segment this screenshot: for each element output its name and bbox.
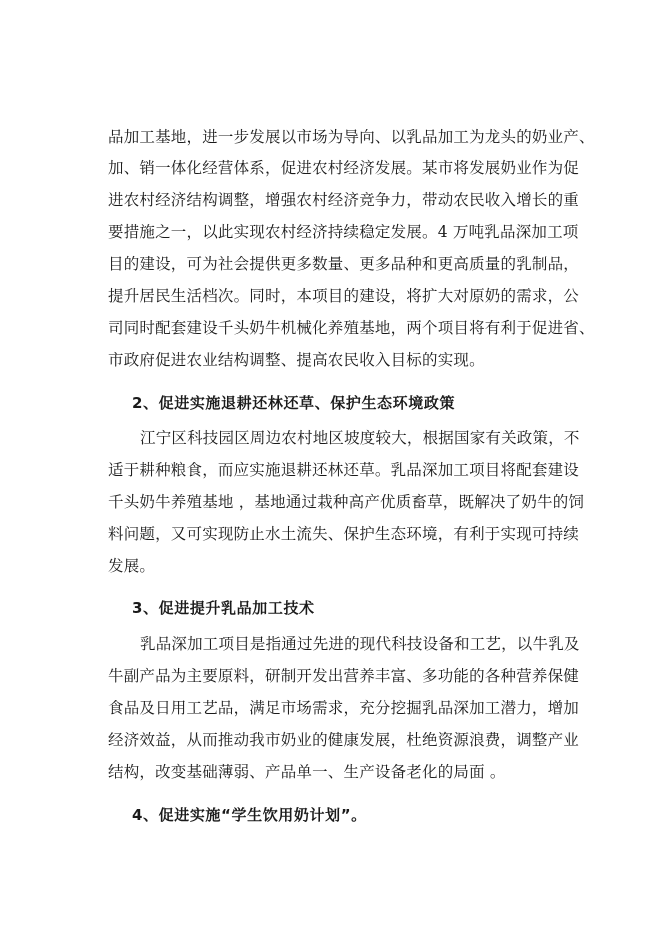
text-line: 乳品深加工项目是指通过先进的现代科技设备和工艺，以牛乳及	[140, 635, 580, 653]
text-line: 食品及日用工艺品，满足市场需求，充分挖掘乳品深加工潜力，增加	[108, 699, 580, 717]
text-line: 料问题，又可实现防止水土流失、保护生态环境，有利于实现可持续	[108, 525, 580, 543]
section-heading-2: 2、促进实施退耕还林还草、保护生态环境政策	[132, 394, 456, 412]
text-line: 牛副产品为主要原料，研制开发出营养丰富、多功能的各种营养保健	[108, 667, 580, 685]
text-line: 提升居民生活档次。同时，本项目的建设，将扩大对原奶的需求，公	[108, 287, 580, 305]
text-line: 千头奶牛养殖基地 ，基地通过栽种高产优质畜草，既解决了奶牛的饲	[108, 493, 585, 511]
text-line: 目的建设，可为社会提供更多数量、更多品种和更高质量的乳制品，	[108, 255, 580, 273]
section-heading-3: 3、促进提升乳品加工技术	[132, 599, 315, 617]
text-line: 经济效益，从而推动我市奶业的健康发展，杜绝资源浪费，调整产业	[108, 731, 580, 749]
text-line: 市政府促进农业结构调整、提高农民收入目标的实现。	[108, 351, 485, 369]
text-line: 品加工基地，进一步发展以市场为导向、以乳品加工为龙头的奶业产、	[108, 128, 595, 146]
text-line: 江宁区科技园区周边农村地区坡度较大，根据国家有关政策，不	[140, 429, 580, 447]
text-line: 进农村经济结构调整，增强农村经济竞争力，带动农民收入增长的重	[108, 191, 580, 209]
section-heading-4: 4、促进实施“学生饮用奶计划”。	[132, 806, 367, 824]
text-line: 发展。	[108, 557, 156, 575]
text-line: 适于耕种粮食，而应实施退耕还林还草。乳品深加工项目将配套建设	[108, 461, 580, 479]
text-line: 加、销一体化经营体系，促进农村经济发展。某市将发展奶业作为促	[108, 159, 580, 177]
text-line: 司同时配套建设千头奶牛机械化养殖基地，两个项目将有利于促进省、	[108, 319, 595, 337]
text-line: 结构，改变基础薄弱、产品单一、生产设备老化的局面 。	[108, 763, 506, 781]
text-line: 要措施之一，以此实现农村经济持续稳定发展。4 万吨乳品深加工项	[108, 223, 579, 241]
